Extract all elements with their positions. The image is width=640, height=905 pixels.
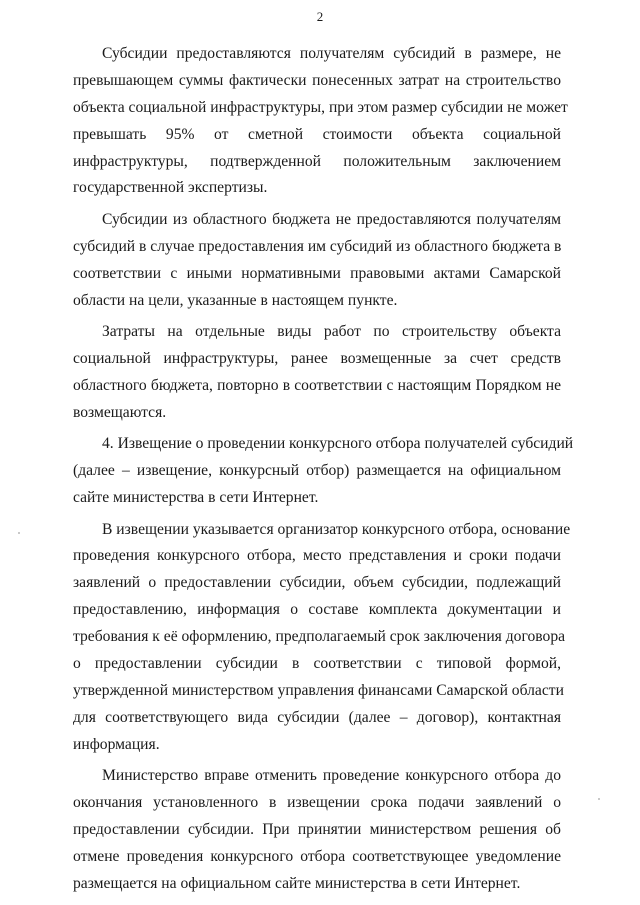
text-line: области на цели, указанные в настоящем пункте. [73, 291, 398, 309]
text-line: областного бюджета, повторно в соответствии с настоящим Порядком не [73, 376, 561, 394]
text-line: Министерство вправе отменить проведение конкурсного отбора до [102, 767, 561, 785]
text-line: о предоставлении субсидии в соответствии с типовой формой, [73, 654, 561, 672]
text-line: возмещаются. [73, 403, 167, 421]
text-line: заявлений о предоставлении субсидии, объем субсидии, подлежащий [73, 574, 561, 592]
scan-speck [18, 532, 20, 534]
text-line: Субсидии из областного бюджета не предоставляются получателям [102, 210, 561, 228]
text-line: Затраты на отдельные виды работ по строительству объекта [102, 323, 561, 341]
text-line: сайте министерства в сети Интернет. [73, 489, 319, 507]
text-line: соответствии с иными нормативными правовыми актами Самарской [73, 264, 561, 282]
paragraph-subsidy-amount [73, 41, 568, 202]
text-line: В извещении указывается организатор конкурсного отбора, основание [102, 520, 571, 538]
text-line: государственной экспертизы. [73, 179, 268, 197]
text-line: превышающем суммы фактически понесенных затрат на строительство [73, 71, 561, 89]
document-body [73, 41, 574, 902]
text-line: окончания установленного в извещении срока подачи заявлений о [73, 794, 561, 812]
text-line: предоставлении субсидии. При принятии министерством решения об [73, 820, 561, 838]
text-line: субсидий в случае предоставления им субсидий из областного бюджета в [73, 237, 562, 255]
paragraph-notice-contents [73, 517, 571, 759]
paragraph-ministry-cancel [73, 763, 561, 897]
text-line: Субсидии предоставляются получателям субсидий в размере, не [102, 45, 561, 62]
text-line: (далее – извещение, конкурсный отбор) размещается на официальном [73, 462, 561, 480]
text-line: размещается на официальном сайте министерства в сети Интернет. [73, 874, 521, 892]
text-line: объекта социальной инфраструктуры, при этом размер субсидии не может [73, 98, 568, 116]
paragraph-item-4-notice [73, 431, 574, 512]
paragraph-no-double-subsidy [73, 207, 561, 315]
page-number: 2 [316, 9, 324, 24]
paragraph-costs-not-reimbursed [73, 319, 561, 427]
text-line: требования к её оформлению, предполагаемый срок заключения договора [73, 628, 566, 646]
text-line: инфраструктуры, подтвержденной положительным заключением [73, 152, 561, 170]
text-line: утвержденной министерством управления финансами Самарской области [73, 681, 564, 699]
text-line: социальной инфраструктуры, ранее возмещенные за счет средств [73, 349, 561, 367]
text-line: превышать 95% от сметной стоимости объекта социальной [73, 125, 561, 143]
text-line: для соответствующего вида субсидии (далее – договор), контактная [73, 708, 561, 726]
text-line: отмене проведения конкурсного отбора соответствующее уведомление [73, 847, 561, 865]
text-line: информация. [73, 735, 160, 753]
scan-speck [598, 798, 600, 800]
text-line: 4. Извещение о проведении конкурсного отбора получателей субсидий [102, 435, 574, 453]
text-line: предоставлению, информация о составе комплекта документации и [73, 601, 561, 619]
text-line: проведения конкурсного отбора, место представления и сроки подачи [73, 547, 561, 565]
